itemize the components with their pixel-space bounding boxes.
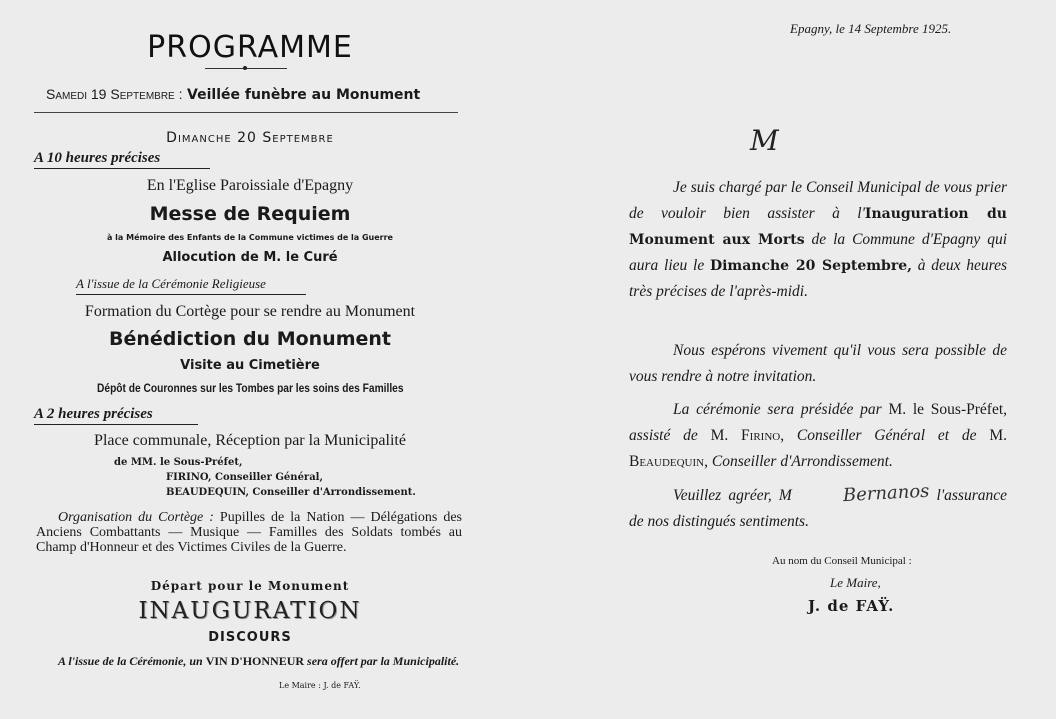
letter-paragraph-3 [629,397,1007,475]
reception-line-3: BEAUDEQUIN, Conseiller d'Arrondissement. [166,487,416,498]
church-line: En l'Eglise Paroissiale d'Epagny [146,177,354,194]
issue-religieuse-heading: A l'issue de la Cérémonie Religieuse [76,276,306,295]
p1-text-c: à deux heures très précises de l'après-midi. [629,257,1007,300]
letter-signatory: J. de FAŸ. [808,597,895,615]
p2-text: Nous espérons vivement qu'il vous sera possible de vous rendre à notre invitation. [629,342,1007,385]
dimanche-heading: Dimanche 20 Septembre [166,130,334,146]
p3-text-a: La cérémonie sera présidée par [673,401,882,418]
salutation-monogram: M [750,124,779,157]
formation-line: Formation du Cortège pour se rendre au Monument [84,303,416,320]
p3-sous-prefet: M. le Sous-Préfet, [888,401,1008,418]
afternoon-time-heading: A 2 heures précises [34,406,198,425]
visite-line: Visite au Cimetière [180,358,320,373]
title-ornament-dot [243,66,247,70]
organisation-label: Organisation du Cortège : [58,510,214,525]
p4-text-b: l'assurance de nos distingués sentiments. [629,487,1008,530]
p1-date: Dimanche 20 Septembre, [709,258,912,274]
le-maire-line: Le Maire, [830,575,881,590]
programme-page [0,0,500,719]
letter-page [600,0,1056,719]
section-divider [34,112,458,113]
samedi-date: Samedi 19 Septembre : [46,86,183,102]
samedi-event: Veillée funèbre au Monument [187,87,421,103]
handwritten-name: Bernanos [842,480,930,507]
organisation-paragraph [36,510,462,555]
programme-title: PROGRAMME [147,30,353,65]
letter-paragraph-4 [629,482,1007,535]
p3-firino: M. Firino, [710,427,785,444]
morning-time-heading: A 10 heures précises [34,150,210,169]
place-line: Place communale, Réception par la Municipalité [94,432,406,449]
p1-text-a: Je suis chargé par le Conseil Municipal de vous prier de vouloir bien assister à l' [629,179,1007,222]
reception-line-1: de MM. le Sous-Préfet, [114,457,243,468]
vin-bold: VIN D'HONNEUR [205,654,305,668]
p3-text-d: Conseiller d'Arrondissement. [711,453,893,470]
letter-date: Epagny, le 14 Septembre 1925. [790,21,952,36]
depart-line: Départ pour le Monument [150,579,350,593]
benediction-heading: Bénédiction du Monument [109,328,391,350]
memoire-line: à la Mémoire des Enfants de la Commune victimes de la Guerre [107,233,393,242]
vin-honneur-paragraph [36,654,462,668]
reception-line-2: FIRINO, Conseiller Général, [166,472,323,483]
organisation-text: Pupilles de la Nation — Délégations des Anciens Combattants — Musique — Familles des Soldats tombés au Champ d'Honneur et des Victimes Civiles de la Guerre. [36,510,462,555]
allocution-line: Allocution de M. le Curé [162,250,338,265]
letter-paragraph-2 [629,338,1007,390]
p4-text-a: Veuillez agréer, M [673,487,792,504]
samedi-line [46,86,420,103]
p3-beaudequin: M. Beaudequin, [629,427,1008,470]
vin-before: A l'issue de la Cérémonie, un [58,654,203,668]
inauguration-heading: INAUGURATION [138,598,362,624]
discours-line: DISCOURS [208,630,292,645]
p1-bold: Inauguration du Monument aux Morts [629,206,1007,248]
letter-paragraph-1 [629,175,1007,305]
programme-signature: Le Maire : J. de FAŸ. [279,681,361,690]
au-nom-line: Au nom du Conseil Municipal : [772,555,912,567]
vin-after: sera offert par la Municipalité. [307,654,460,668]
p1-text-b: de la Commune d'Epagny qui aura lieu le [629,231,1007,274]
messe-heading: Messe de Requiem [149,203,351,225]
p3-text-c: Conseiller Général et de [796,427,977,444]
p3-text-b: assisté de [629,427,698,444]
depot-line: Dépôt de Couronnes sur les Tombes par les soins des Familles [96,381,404,395]
depot-wrapper [0,379,500,397]
